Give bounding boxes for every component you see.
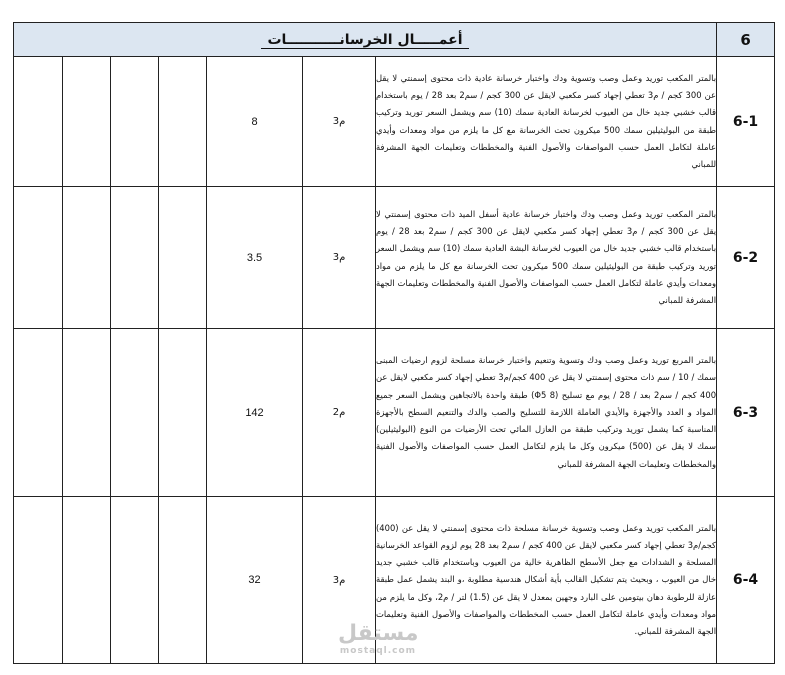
empty-cell (14, 329, 63, 497)
empty-cell (159, 329, 207, 497)
table-row (14, 329, 775, 497)
item-quantity: 142 (207, 329, 303, 497)
section-number: 6 (717, 23, 775, 57)
empty-cell (63, 187, 111, 329)
watermark-latin: mostaql.com (339, 646, 417, 656)
empty-cell (159, 57, 207, 187)
item-code: 6-3 (717, 329, 775, 497)
item-quantity: 3.5 (207, 187, 303, 329)
empty-cell (159, 187, 207, 329)
item-code: 6-4 (717, 497, 775, 664)
empty-cell (111, 57, 159, 187)
section-title: أعمـــــال الخرسانـــــــــــات (14, 23, 717, 57)
item-description: بالمتر المربع توريد وعمل وصب ودك وتسوية وتنعيم واختبار خرسانة مسلحة لزوم ارضيات المبنى سمك / 10 / سم ذات محتوى إسمنتي لا يقل عن 400 كجم/م3 تعطي إجهاد كسر مكعبي لايقل عن 400 كجم / سم2 بعد / 28 / يوم مع تسليح (Φ5 8) طبقة واحدة بالاتجاهين ويشمل السعر جميع المواد و العدد والأجهزة والأيدي العاملة اللازمة للتسليح والصب والدك والتنعيم السطح بالأجهزة المناسبة كما يشمل توريد وتركيب طبقة من العازل المائي تحت الأرضيات من النوع (البوليثيلين) سمك لا يقل عن (500) ميكرون وكل ما يلزم لتكامل العمل حسب المواصفات والأصول الفنية والمخططات وتعليمات الجهة المشرفة للمباني (376, 329, 717, 497)
empty-cell (14, 497, 63, 664)
item-code: 6-2 (717, 187, 775, 329)
item-quantity: 8 (207, 57, 303, 187)
empty-cell (111, 329, 159, 497)
empty-cell (63, 329, 111, 497)
empty-cell (111, 187, 159, 329)
watermark-logo (338, 622, 418, 656)
table-row (14, 57, 775, 187)
bill-of-quantities-table (13, 22, 775, 664)
item-unit: م3 (303, 187, 376, 329)
empty-cell (14, 57, 63, 187)
item-description: بالمتر المكعب توريد وعمل وصب وتسوية خرسانة مسلحة ذات محتوى إسمنتي لا يقل عن (400) كجم/م3 تعطي إجهاد كسر مكعبي لايقل عن 400 كجم / سم2 بعد 28 يوم لزوم القواعد الخرسانية المسلحة و الشدادات مع جعل الأسطح الظاهرية خالية من العيوب وباستخدام قالب خشبي جديد خال من العيوب ، وبحيث يتم تشكيل القالب بأية أشكال هندسية مطلوبة ،و البند يشمل عمل طبقة عازلة للرطوبة دهان بيتومين على البارد وجهين بمعدل لا يقل عن (1.5) لتر / م2، وكل ما يلزم من مواد ومعدات وأيدي عاملة لتكامل العمل حسب المخططات والمواصفات والأصول الفنية وتعليمات الجهة المشرفة للمباني. (376, 497, 717, 664)
watermark-arabic: مستقل (338, 621, 419, 646)
item-description: بالمتر المكعب توريد وعمل وصب ودك واختبار خرسانة عادية أسفل الميد ذات محتوى إسمنتي لا يقل عن 300 كجم / م3 تعطي إجهاد كسر مكعبي لايقل عن 300 كجم / سم2 بعد 28 / يوم باستخدام قالب خشبي جديد خال من العيوب لخرسانة البشة العادية سمك (10) سم ويشمل السعر توريد وتركيب طبقة من البوليثيلين سمك 500 ميكرون تحت الخرسانة مع كل ما يلزم من مواد ومعدات وأيدي عاملة لتكامل العمل حسب المواصفات والأصول الفنية والمخططات وتعليمات الجهة المشرفة للمباني (376, 187, 717, 329)
empty-cell (14, 187, 63, 329)
item-quantity: 32 (207, 497, 303, 664)
item-code: 6-1 (717, 57, 775, 187)
empty-cell (63, 57, 111, 187)
item-unit: م3 (303, 497, 376, 664)
empty-cell (159, 497, 207, 664)
item-unit: م3 (303, 57, 376, 187)
table-row (14, 187, 775, 329)
empty-cell (111, 497, 159, 664)
item-unit: م2 (303, 329, 376, 497)
empty-cell (63, 497, 111, 664)
section-header-row (14, 23, 775, 57)
item-description: بالمتر المكعب توريد وعمل وصب وتسوية ودك واختبار خرسانة عادية ذات محتوى إسمنتي لا يقل عن 300 كجم / م3 تعطي إجهاد كسر مكعبي لايقل عن 300 كجم / سم2 بعد 28 / يوم باستخدام قالب خشبي جديد خال من العيوب لخرسانة العادية سمك (10) سم ويشمل السعر توريد وتركيب طبقة من البوليثيلين سمك 500 ميكرون تحت الخرسانة مع كل ما يلزم من مواد ومعدات وأيدي عاملة لتكامل العمل حسب المواصفات والأصول الفنية والمخططات وتعليمات الجهة المشرفة للمباني (376, 57, 717, 187)
